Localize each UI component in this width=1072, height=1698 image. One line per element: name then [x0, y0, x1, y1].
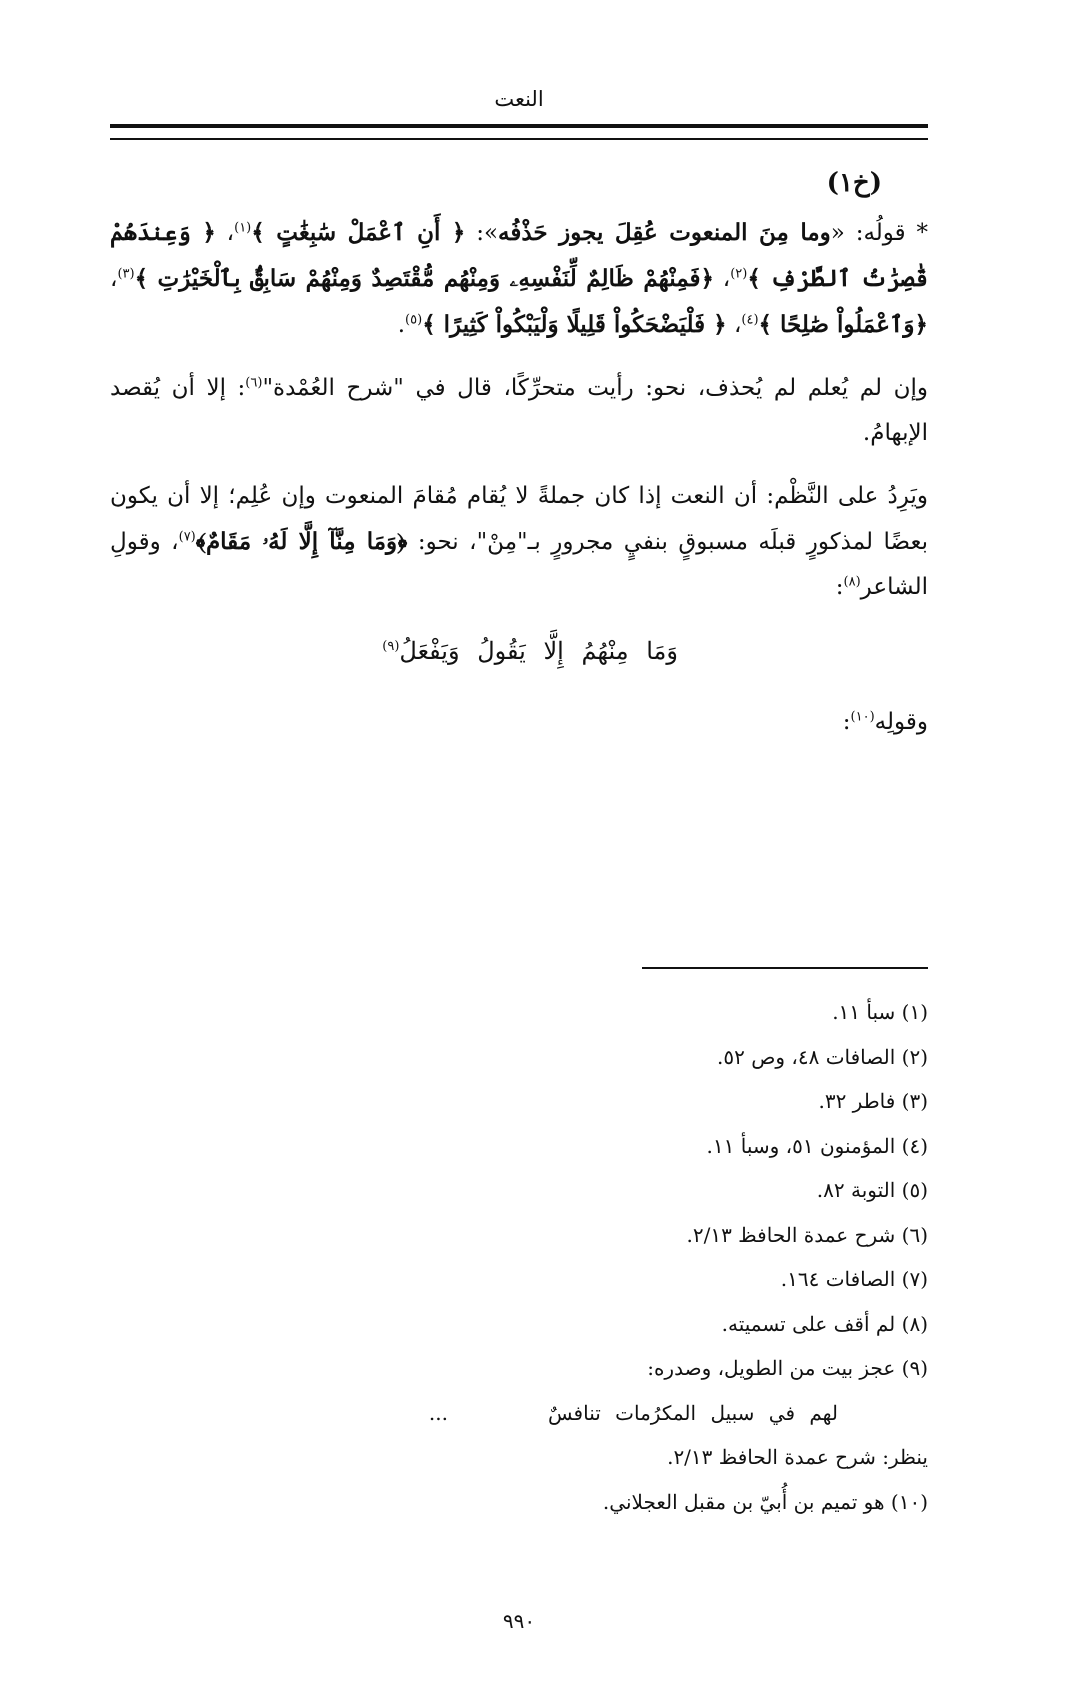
header-rule-thin	[110, 138, 928, 140]
footnote-ref-8: (٨)	[843, 574, 861, 590]
footnote-7: (٧) الصافات ١٦٤.	[780, 1267, 928, 1291]
footnote-verse-ellipsis: ...	[428, 1400, 448, 1425]
poetry-verse	[110, 628, 678, 674]
star-marker: *	[905, 220, 928, 246]
footnote-verse-hemistich: لهم في سبيل المكرُمات تنافسٌ	[548, 1400, 838, 1425]
separator: ،	[726, 312, 742, 338]
footnote-9-reference: ينظر: شرح عمدة الحافظ ٢/١٣.	[667, 1445, 928, 1469]
footnotes	[110, 990, 928, 1524]
quran-quote-4: ﴿وَٱعْمَلُواْ صَٰلِحًا ﴾	[758, 311, 928, 338]
p2-rest: : إلا أن يُقصد الإبهامُ.	[110, 375, 928, 446]
paragraph-4	[110, 700, 928, 745]
footnote-2: (٢) الصافات ٤٨، وص ٥٢.	[717, 1044, 928, 1069]
footnote-ref-9: (٩)	[382, 639, 400, 654]
footnote-separator	[642, 967, 928, 969]
footnote-4: (٤) المؤمنون ٥١، وسبأ ١١.	[706, 1133, 928, 1158]
page	[110, 0, 928, 1698]
footnote-5: (٥) التوبة ٨٢.	[816, 1178, 928, 1202]
footnote-ref-1: (١)	[234, 220, 252, 236]
footnote-verse	[110, 1391, 928, 1436]
p4-end: :	[842, 709, 851, 735]
footnote-ref-2: (٢)	[730, 266, 748, 282]
separator: ،	[713, 266, 731, 292]
footnote-ref-3: (٣)	[117, 266, 135, 282]
quran-quote-2: ﴿ وَعِندَهُمْ قَٰصِرَٰتُ ٱلطَّرْفِ ﴾	[110, 219, 929, 292]
footnote-ref-7: (٧)	[178, 529, 196, 545]
quran-quote-7: ﴿وَمَا مِنَّآ إِلَّا لَهُۥ مَقَامٌ﴾	[195, 528, 408, 555]
footnote-ref-4: (٤)	[741, 312, 759, 328]
paragraph-2	[110, 366, 928, 456]
footnote-ref-5: (٥)	[405, 312, 423, 328]
verse-text: وَمَا مِنْهُمُ إِلَّا يَقُولُ وَيَفْعَلُ	[399, 637, 678, 665]
footnote-8: (٨) لم أقف على تسميته.	[721, 1311, 928, 1336]
main-text	[110, 210, 928, 745]
footnote-1: (١) سبأ ١١.	[832, 1000, 928, 1024]
p1-after-bold: »:	[465, 220, 499, 246]
p2-text: وإن لم يُعلم لم يُحذف، نحو: رأيت متحرِّكًا، قال في "شرح العُمْدة"	[262, 375, 928, 401]
running-title: النعت	[494, 87, 544, 111]
footnote-ref-10: (١٠)	[850, 709, 875, 725]
paragraph-3	[110, 474, 928, 610]
separator: ،	[215, 220, 235, 246]
quran-quote-3: ﴿فَمِنْهُمْ ظَالِمٌ لِّنَفْسِهِۦ وَمِنْهُم مُّقْتَصِدٌ وَمِنْهُمْ سَابِقٌۢ بِٱلْخَيْرَٰتِ ﴾	[134, 265, 714, 292]
p1-lead: قولُه: «	[830, 220, 906, 246]
page-number: ٩٩٠	[502, 1609, 536, 1633]
p1-bold-phrase: وما مِنَ المنعوت عُقِلَ يجوز حَذْفُه	[498, 219, 831, 246]
p3-rest: ، وقولِ الشاعر	[110, 529, 928, 600]
quran-quote-5: ﴿ فَلْيَضْحَكُواْ قَلِيلًا وَلْيَبْكُواْ كَثِيرًا ﴾	[422, 311, 727, 338]
paragraph-1	[110, 210, 928, 348]
footnote-6: (٦) شرح عمدة الحافظ ٢/١٣.	[686, 1222, 928, 1247]
p4-text: وقولِه	[874, 709, 928, 735]
manuscript-mark: (خ١)	[826, 168, 882, 198]
separator: ،	[110, 266, 118, 292]
footnote-9: (٩) عجز بيت من الطويل، وصدره:	[647, 1356, 928, 1380]
footnote-ref-6: (٦)	[245, 375, 263, 391]
p1-end: .	[397, 312, 406, 338]
quran-quote-1: ﴿ أَنِ ٱعْمَلْ سَٰبِغَٰتٍ ﴾	[251, 219, 466, 246]
p3-end: :	[835, 574, 844, 600]
footnote-3: (٣) فاطر ٣٢.	[818, 1089, 928, 1113]
footnote-10: (١٠) هو تميم بن أُبيّ بن مقبل العجلاني.	[602, 1489, 928, 1514]
p3-text: ويَرِدُ على النَّظْم: أن النعت إذا كان جملةً لا يُقام مُقامَ المنعوت وإن عُلِم؛ إلا أن يكون بعضًا لمذكورٍ قبلَه مسبوقٍ بنفيٍ مجرورٍ بـ"مِنْ"، نحو:	[110, 483, 928, 555]
header-rule-thick	[110, 124, 928, 128]
